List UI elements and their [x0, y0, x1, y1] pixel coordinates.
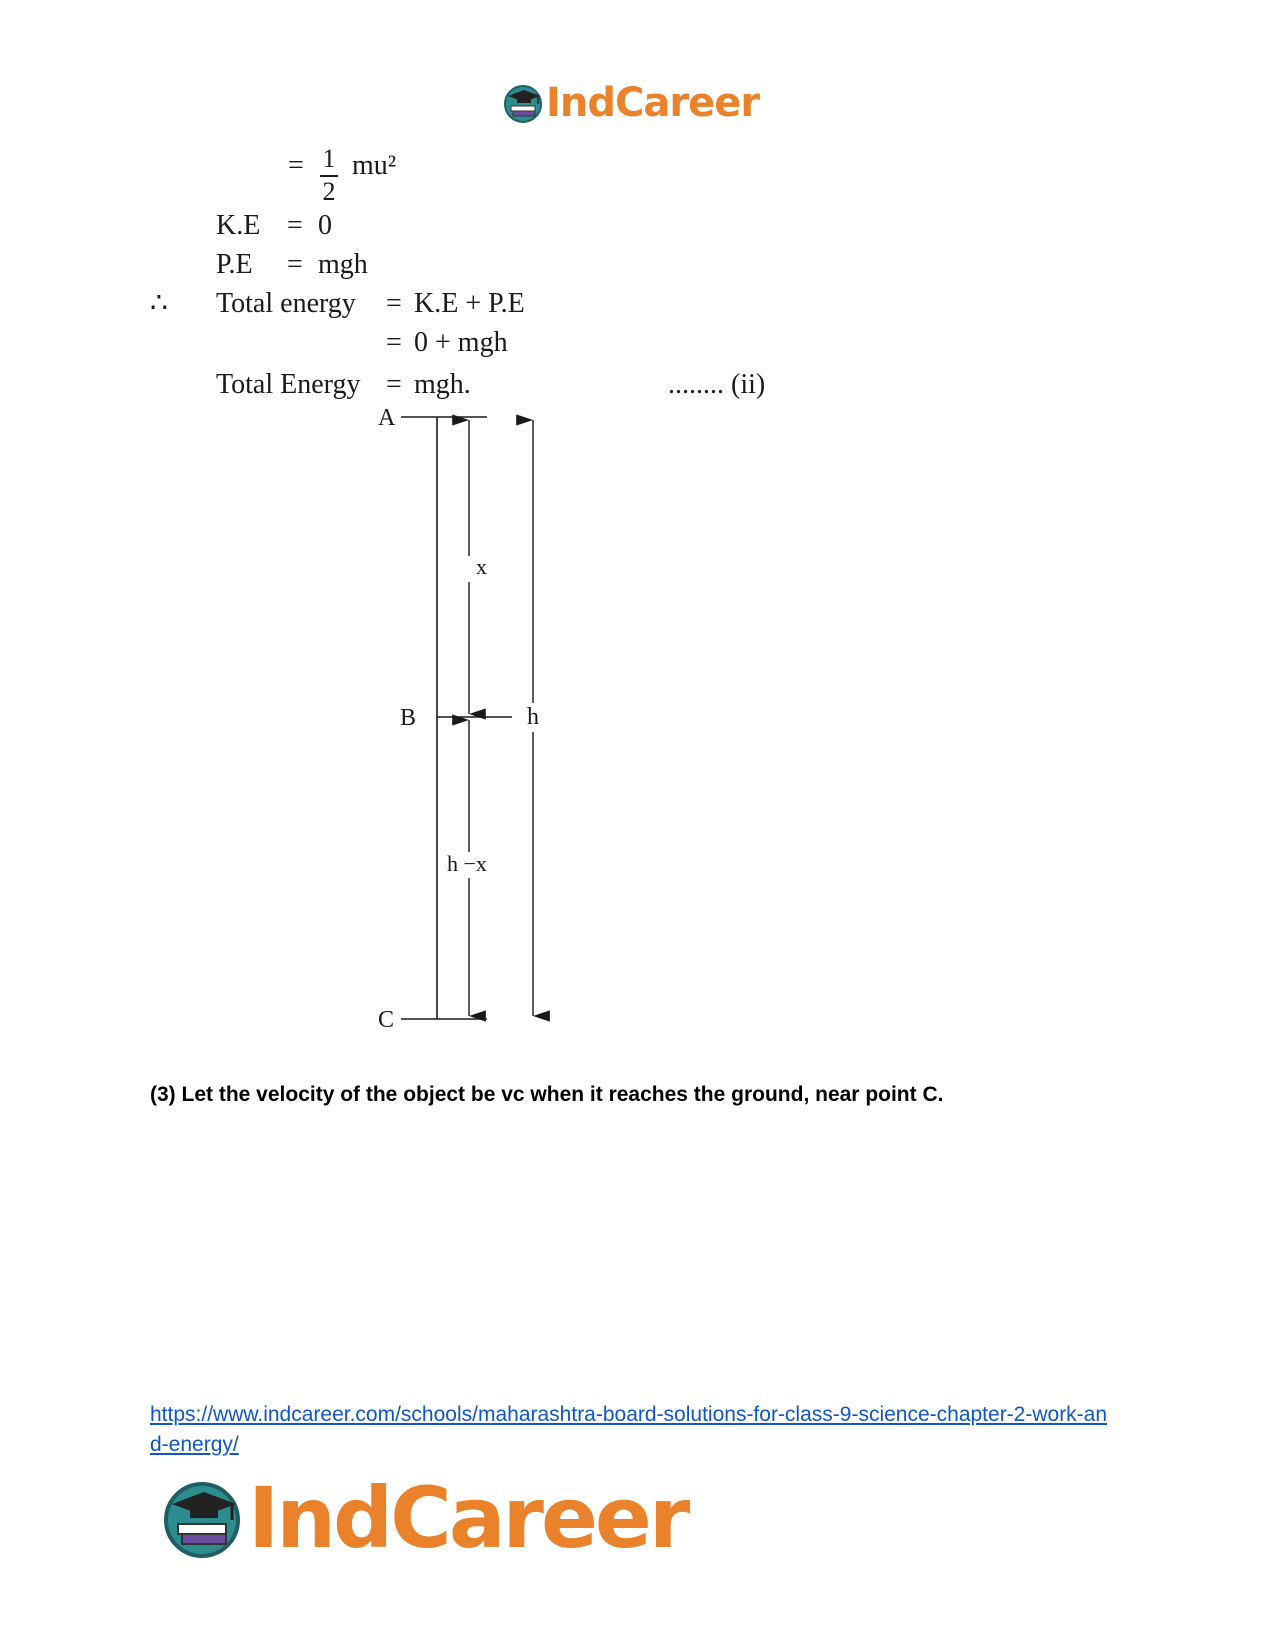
fraction-half	[320, 146, 338, 205]
total-energy-result: mgh.	[414, 369, 471, 400]
equals-sign: =	[386, 288, 402, 319]
label-c: C	[378, 1007, 395, 1033]
logo-wordmark: IndCareer	[546, 80, 760, 126]
pe-label: P.E	[216, 249, 253, 280]
question-text: (3) Let the velocity of the object be vc when it reaches the ground, near point C.	[150, 1083, 944, 1106]
logo-wordmark: IndCareer	[248, 1469, 688, 1567]
label-b: B	[400, 705, 417, 731]
graduation-cap-books-globe-icon	[502, 82, 544, 124]
fraction-denominator: 2	[322, 177, 336, 206]
kinetic-expression: mu²	[352, 150, 397, 181]
equals-sign: =	[287, 210, 303, 241]
total-energy-substitution: 0 + mgh	[414, 327, 508, 358]
pe-value: mgh	[318, 249, 368, 280]
equals-sign: =	[288, 150, 304, 181]
label-h-minus-x: h −x	[447, 851, 487, 876]
label-x: x	[476, 554, 487, 579]
footer-logo	[160, 1470, 687, 1566]
total-energy-label: Total Energy	[216, 369, 361, 400]
equals-sign: =	[386, 369, 402, 400]
graduation-cap-books-globe-icon	[160, 1476, 244, 1560]
fraction-numerator: 1	[322, 144, 336, 173]
equals-sign: =	[386, 327, 402, 358]
ke-value: 0	[318, 210, 332, 241]
label-h: h	[527, 704, 539, 730]
ke-label: K.E	[216, 210, 261, 241]
total-energy-expression: K.E + P.E	[414, 288, 525, 319]
total-energy-label: Total energy	[216, 288, 356, 319]
equation-reference: ........ (ii)	[668, 369, 766, 400]
equals-sign: =	[287, 249, 303, 280]
source-link[interactable]: https://www.indcareer.com/schools/maharashtra-board-solutions-for-class-9-science-chapter-2-work-and-energy/	[150, 1403, 1108, 1456]
header-logo	[502, 78, 759, 128]
therefore-symbol: ∴	[150, 288, 168, 319]
label-a: A	[378, 405, 396, 431]
